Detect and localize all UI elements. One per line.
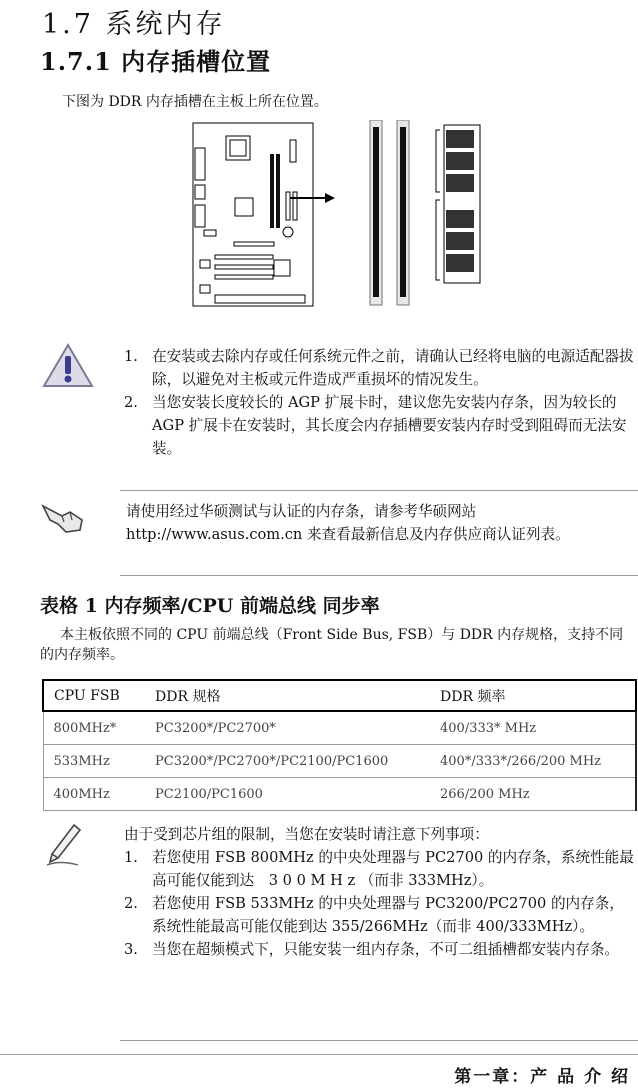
list-number: 3.: [124, 941, 138, 958]
arrow-icon: [325, 193, 335, 203]
divider: [120, 1040, 638, 1041]
chapter-footer: 第一章：产 品 介 绍: [454, 1067, 630, 1087]
cell-spec: PC3200*/PC2700*/PC2100/PC1600: [145, 745, 430, 778]
note-item: [124, 892, 638, 938]
header-ddr-freq: DDR 频率: [430, 680, 636, 711]
cell-freq: 266/200 MHz: [430, 778, 636, 811]
motherboard-diagram: [193, 123, 313, 306]
warning-item: [124, 345, 638, 391]
dimm-location-figure: [190, 120, 490, 315]
list-number: 2.: [124, 394, 138, 411]
note-text: 当您在超频模式下，只能安装一组内存条，不可二组插槽都安装内存条。: [152, 941, 620, 958]
dimm-slots-closeup: [370, 120, 409, 305]
tip-text: 请使用经过华硕测试与认证的内存条，请参考华硕网站 http://www.asus.com.cn 来查看最新信息及内存供应商认证列表。: [126, 503, 570, 543]
warning-note: [124, 345, 638, 460]
cell-freq: 400*/333*/266/200 MHz: [430, 745, 636, 778]
warning-text: 在安装或去除内存或任何系统元件之前，请确认已经将电脑的电源适配器拔除，以避免对主板或元件造成严重损坏的情况发生。: [152, 348, 634, 388]
warning-triangle-icon: [42, 343, 94, 389]
table-title: 表格 1 内存频率/CPU 前端总线 同步率: [40, 595, 380, 617]
cell-spec: PC2100/PC1600: [145, 778, 430, 811]
note-intro: 由于受到芯片组的限制，当您在安装时请注意下列事项：: [124, 826, 489, 843]
warning-text: 当您安装长度较长的 AGP 扩展卡时，建议您先安装内存条，因为较长的 AGP 扩展卡在安装时，其长度会内存插槽要安装内存时受到阻碍而无法安装。: [152, 394, 627, 457]
table-row: [43, 711, 636, 745]
list-number: 2.: [124, 895, 138, 912]
table-row: [43, 745, 636, 778]
pen-note-icon: [44, 822, 84, 868]
table-header-row: [43, 680, 636, 711]
intro-text: 下图为 DDR 内存插槽在主板上所在位置。: [62, 94, 328, 110]
header-ddr-spec: DDR 规格: [145, 680, 430, 711]
memory-frequency-table: [42, 679, 637, 811]
note-item: [124, 938, 638, 961]
memory-module: [436, 125, 480, 283]
warning-item: [124, 391, 638, 460]
dimm-slot-highlight-small: [270, 154, 274, 228]
note-text: 若您使用 FSB 533MHz 的中央处理器与 PC3200/PC2700 的内存条，系统性能最高可能仅能到达 355/266MHz（而非 400/333MHz）。: [152, 895, 624, 935]
note-item: [124, 846, 638, 892]
cell-fsb: 533MHz: [43, 745, 145, 778]
list-number: 1.: [124, 348, 138, 365]
section-title: 1.7 系统内存: [42, 9, 226, 40]
cell-fsb: 400MHz: [43, 778, 145, 811]
divider: [120, 490, 638, 491]
subsection-title: 1.7.1 内存插槽位置: [40, 47, 272, 76]
table-description: 本主板依照不同的 CPU 前端总线（Front Side Bus, FSB）与 DDR 内存规格，支持不同的内存频率。: [40, 627, 624, 663]
cell-fsb: 800MHz*: [43, 711, 145, 745]
footer-divider: [0, 1054, 638, 1055]
cell-spec: PC3200*/PC2700*: [145, 711, 430, 745]
list-number: 1.: [124, 849, 138, 866]
cell-freq: 400/333* MHz: [430, 711, 636, 745]
divider: [120, 575, 638, 576]
chipset-note: [124, 823, 638, 961]
table-row: [43, 778, 636, 811]
hand-pointer-icon: [40, 500, 88, 534]
note-text: 若您使用 FSB 800MHz 的中央处理器与 PC2700 的内存条，系统性能最高可能仅能到达 3 0 0 M H z （而非 333MHz）。: [152, 849, 634, 889]
header-cpu-fsb: CPU FSB: [43, 680, 145, 711]
